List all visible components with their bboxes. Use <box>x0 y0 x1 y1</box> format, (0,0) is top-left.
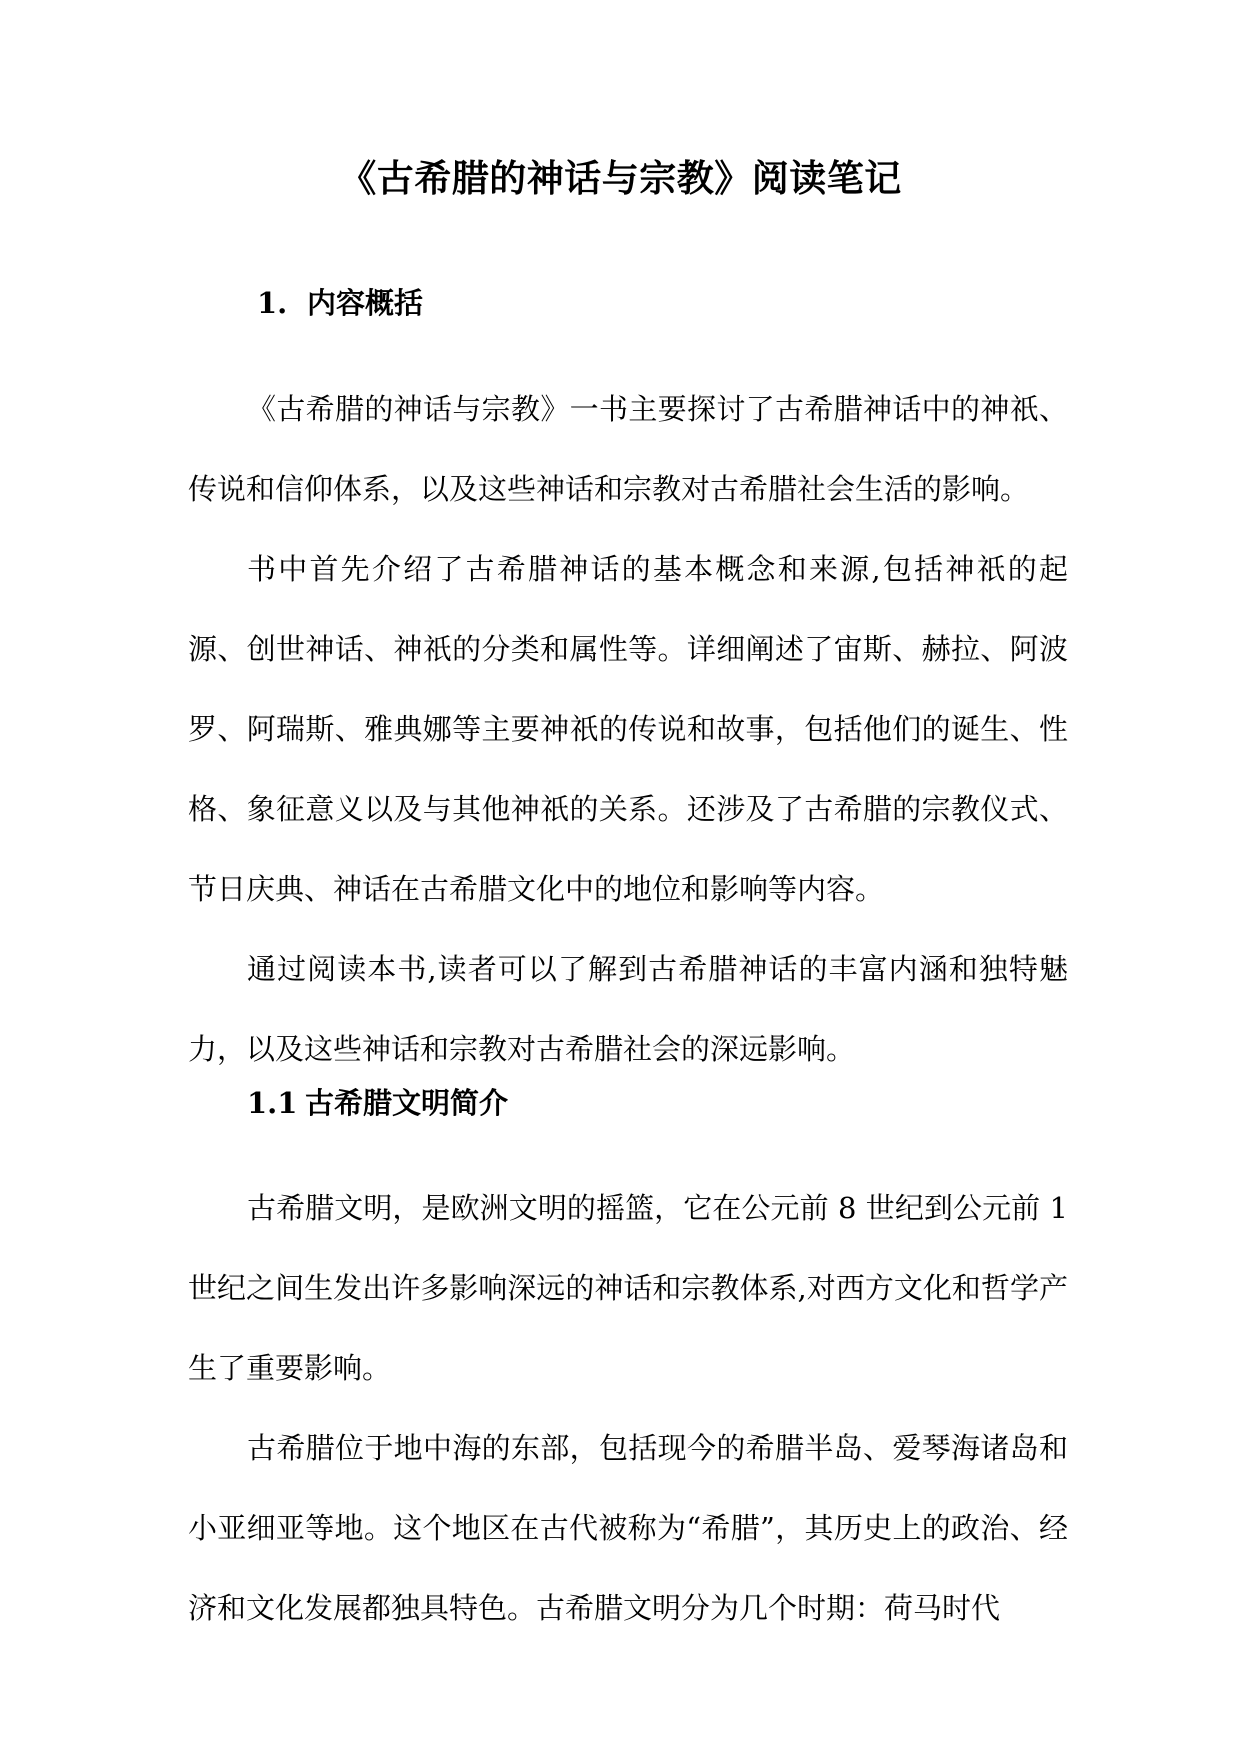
section-1-body <box>188 369 1068 1089</box>
section-title: 内容概括 <box>307 286 424 320</box>
section-title: 古希腊文明简介 <box>305 1086 509 1120</box>
paragraph: 古希腊位于地中海的东部，包括现今的希腊半岛、爱琴海诸岛和小亚细亚等地。这个地区在古代被称为“希腊”，其历史上的政治、经济和文化发展都独具特色。古希腊文明分为几个时期：荷马时代 <box>188 1431 1068 1625</box>
paragraph: 通过阅读本书,读者可以了解到古希腊神话的丰富内涵和独特魅力，以及这些神话和宗教对古希腊社会的深远影响。 <box>188 952 1068 1066</box>
document-title: 《古希腊的神话与宗教》阅读笔记 <box>339 156 902 200</box>
section-heading-1 <box>257 283 423 323</box>
paragraph: 古希腊文明，是欧洲文明的摇篮，它在公元前 8 世纪到公元前 1 世纪之间生发出许多影响深远的神话和宗教体系,对西方文化和哲学产生了重要影响。 <box>188 1191 1068 1385</box>
section-number: 1. <box>257 286 288 320</box>
section-heading-1-1 <box>247 1083 508 1123</box>
section-number: 1.1 <box>247 1086 298 1120</box>
section-1-1-body <box>188 1168 1068 1648</box>
paragraph: 书中首先介绍了古希腊神话的基本概念和来源,包括神祇的起源、创世神话、神祇的分类和属性等。详细阐述了宙斯、赫拉、阿波罗、阿瑞斯、雅典娜等主要神祇的传说和故事，包括他们的诞生、性格、象征意义以及与其他神祇的关系。还涉及了古希腊的宗教仪式、节日庆典、神话在古希腊文化中的地位和影响等内容。 <box>188 552 1068 906</box>
paragraph: 《古希腊的神话与宗教》一书主要探讨了古希腊神话中的神祇、传说和信仰体系，以及这些神话和宗教对古希腊社会生活的影响。 <box>188 392 1068 506</box>
